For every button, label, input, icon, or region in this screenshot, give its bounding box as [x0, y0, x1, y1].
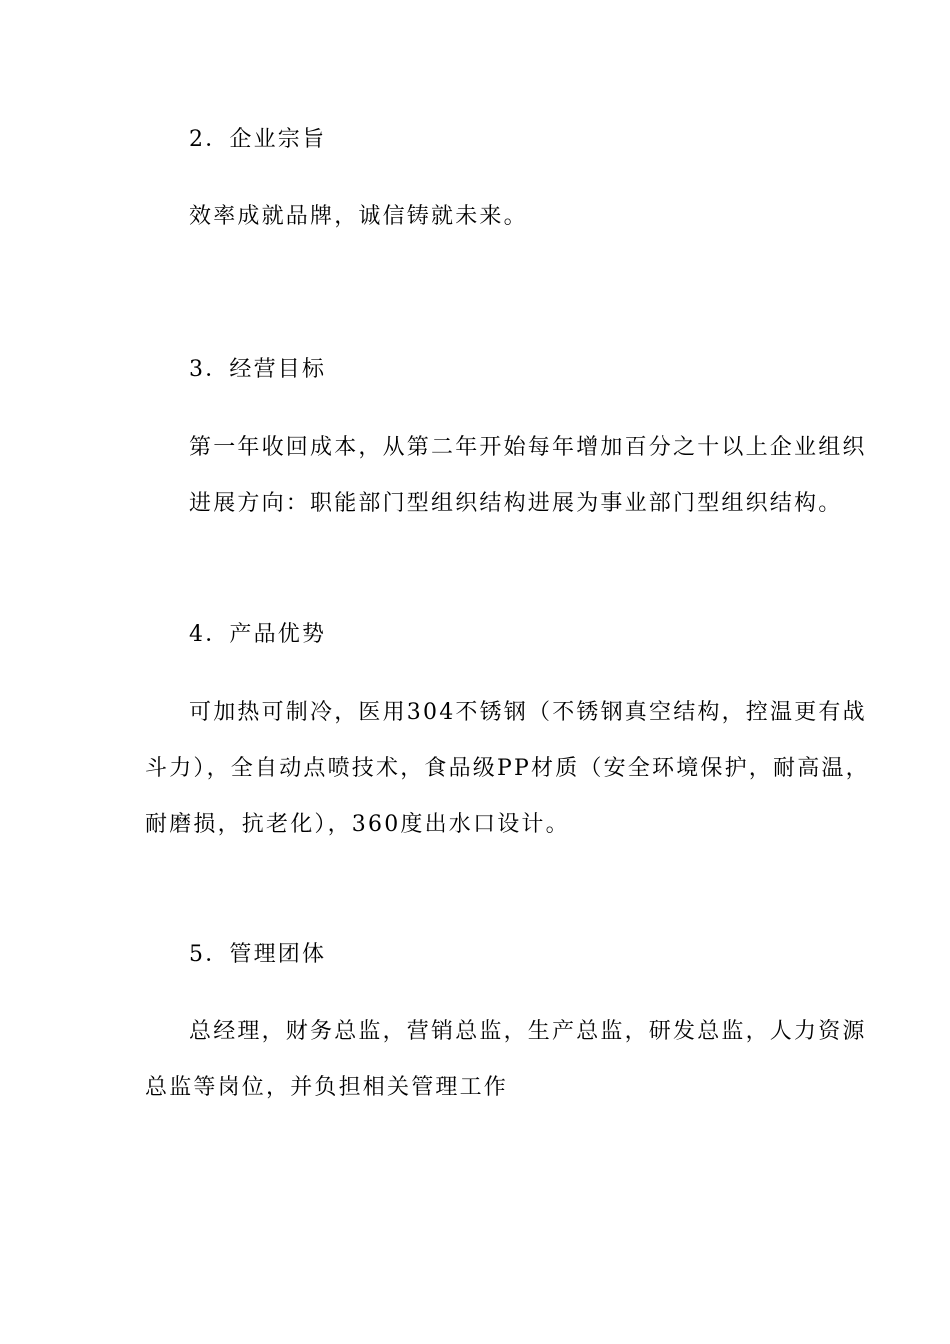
section-5-line-2: 总监等岗位，并负担相关管理工作	[145, 1075, 509, 1100]
section-5-line-1: 总经理，财务总监，营销总监，生产总监，研发总监，人力资源	[189, 1019, 867, 1044]
section-4-line-1: 可加热可制冷，医用304不锈钢（不锈钢真空结构，控温更有战	[189, 700, 867, 725]
section-heading-4: 4．产品优势	[189, 622, 327, 647]
section-2-line-1: 效率成就品牌，诚信铸就未来。	[189, 204, 528, 229]
section-4-line-2: 斗力），全自动点喷技术，食品级PP材质（安全环境保护，耐高温，	[145, 756, 870, 781]
section-heading-3: 3．经营目标	[189, 357, 327, 382]
section-3-line-2: 进展方向：职能部门型组织结构进展为事业部门型组织结构。	[189, 491, 843, 516]
section-4-line-3: 耐磨损，抗老化），360度出水口设计。	[145, 812, 570, 837]
section-heading-5: 5．管理团体	[189, 942, 327, 967]
section-3-line-1: 第一年收回成本，从第二年开始每年增加百分之十以上企业组织	[189, 435, 867, 460]
section-heading-2: 2．企业宗旨	[189, 127, 327, 152]
